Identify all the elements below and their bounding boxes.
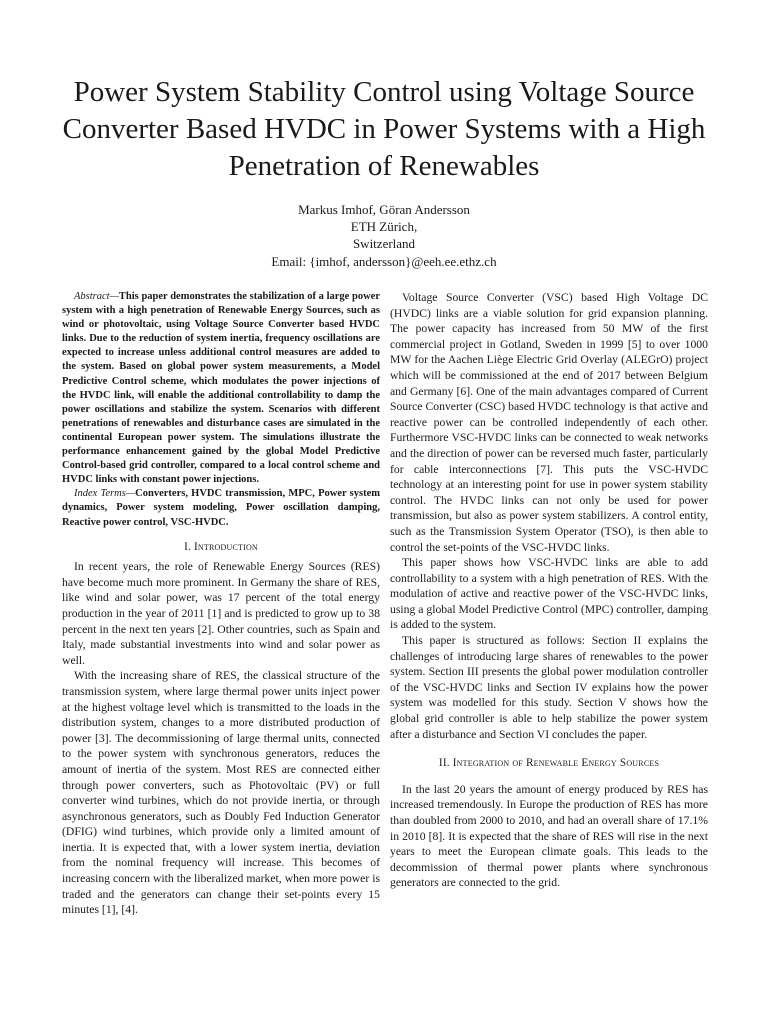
- author-block: [0, 201, 768, 270]
- index-terms-text: Converters, HVDC transmission, MPC, Power system dynamics, Power system modeling, Power oscillation damping, Reactive power control, VSC-HVDC.: [62, 488, 380, 528]
- abstract-label: Abstract—: [74, 291, 119, 302]
- index-terms-label: Index Terms—: [74, 488, 136, 500]
- author-country: Switzerland: [352, 236, 416, 251]
- abstract: [62, 290, 380, 487]
- paper-title: Power System Stability Control using Voltage Source Converter Based HVDC in Power Systems with a High Penetration of Renewables: [62, 76, 706, 182]
- abstract-text: This paper demonstrates the stabilization of a large power system with a high penetration of Renewable Energy Sources, such as wind or photovoltaic, using Voltage Source Converter based HVDC links. Due to the reduction of system inertia, frequency oscillations are expected to increase unless additional control measures are added to the system. Based on global power system measurements, a Model Predictive Control scheme, which modulates the power injections of the HVDC link, will enable the additional controllability to damp the power oscillations and stabilize the system. Scenarios with different penetrations of renewables and disturbance cases are simulated in the continental European power system. The simulations illustrate the performance enhancement gained by the global Model Predictive Control-based grid controller, compared to a local control scheme and HVDC links with constant power injections.: [62, 291, 380, 486]
- index-terms: [62, 487, 380, 529]
- left-column: [62, 290, 380, 918]
- section-heading-introduction: I. Introduction: [184, 540, 258, 553]
- section-heading-integration: II. Integration of Renewable Energy Sources: [438, 757, 660, 770]
- paragraph: Voltage Source Converter (VSC) based High Voltage DC (HVDC) links are a viable solution for grid expansion planning. The power capacity has increased from 50 MW of the first commercial project in Gotland, Sweden in 1999 [5] to over 1000 MW for the Aachen Liège Electric Grid Overlay (ALEGrO) project which will be commissioned at the end of 2017 between Belgium and Germany [6]. One of the main advantages compared of Current Source Converter (CSC) based HVDC technology is that active and reactive power can be controlled independently of each other. Furthermore VSC-HVDC links can be connected to weak networks and the direction of power can be reversed much faster, particularly for cable interconnections [7]. This puts the VSC-HVDC technology at an interesting point for use in power system stability control. The HVDC links can not only be used for power transmission, but also as power system stabilizers. A control entity, such as the Transmission System Operator (TSO), is then able to control the set-points of the VSC-HVDC links.: [390, 291, 708, 554]
- right-column: [390, 290, 708, 891]
- paragraph: With the increasing share of RES, the classical structure of the transmission system, where large thermal power units inject power at the highest voltage level which is transmitted to the loads in the distribution system, changes to a more distributed production of power [3]. The decommissioning of large thermal units, connected to the power system with synchronous generators, reduces the amount of inertia of the system. Most RES are connected either through power converters, such as Photovoltaic (PV) or full converter wind turbines, which do not provide inertia, or through asynchronous generators, such as Doubly Fed Induction Generator (DFIG) wind turbines, which provide only a limited amount of inertia. It is expected that, with a lower system inertia, deviation from the nominal frequency will increase. This becomes of increasing concern with the liberalized market, when more power is traded and the generators can change their set-points every 15 minutes [1], [4].: [62, 669, 380, 917]
- author-affiliation: ETH Zürich,: [350, 219, 418, 234]
- paragraph: This paper is structured as follows: Section II explains the challenges of introducing large shares of renewables to the power system. Section III presents the global power modulation controller of the VSC-HVDC links and Section IV explains how the power system was modelled for this study. Section V shows how the global grid controller is able to help stabilize the power system after a disturbance and Section VI concludes the paper.: [390, 634, 708, 741]
- author-email: Email: {imhof, andersson}@eeh.ee.ethz.ch: [271, 254, 497, 269]
- paragraph: This paper shows how VSC-HVDC links are able to add controllability to a system with a high penetration of RES. With the modulation of active and reactive power of the VSC-HVDC links, using a global Model Predictive Control (MPC) controller, damping is added to the system.: [390, 556, 708, 632]
- author-names: Markus Imhof, Göran Andersson: [298, 202, 470, 217]
- paragraph: In the last 20 years the amount of energy produced by RES has increased tremendously. In Europe the production of RES has more than doubled from 2000 to 2010, and had an overall share of 17.1% in 2010 [8]. It is expected that the share of RES will rise in the next years to meet the European climate goals. This leads to the decommission of thermal power plants where synchronous generators are connected to the grid.: [390, 782, 708, 890]
- paragraph: In recent years, the role of Renewable Energy Sources (RES) have become much more prominent. In Germany the share of RES, like wind and solar power, was 17 percent of the total energy production in the year of 2011 [1] and is predicted to grow up to 38 percent in the next ten years [2]. Other countries, such as Spain and Italy, made substantial investments into wind and solar power as well.: [62, 560, 380, 667]
